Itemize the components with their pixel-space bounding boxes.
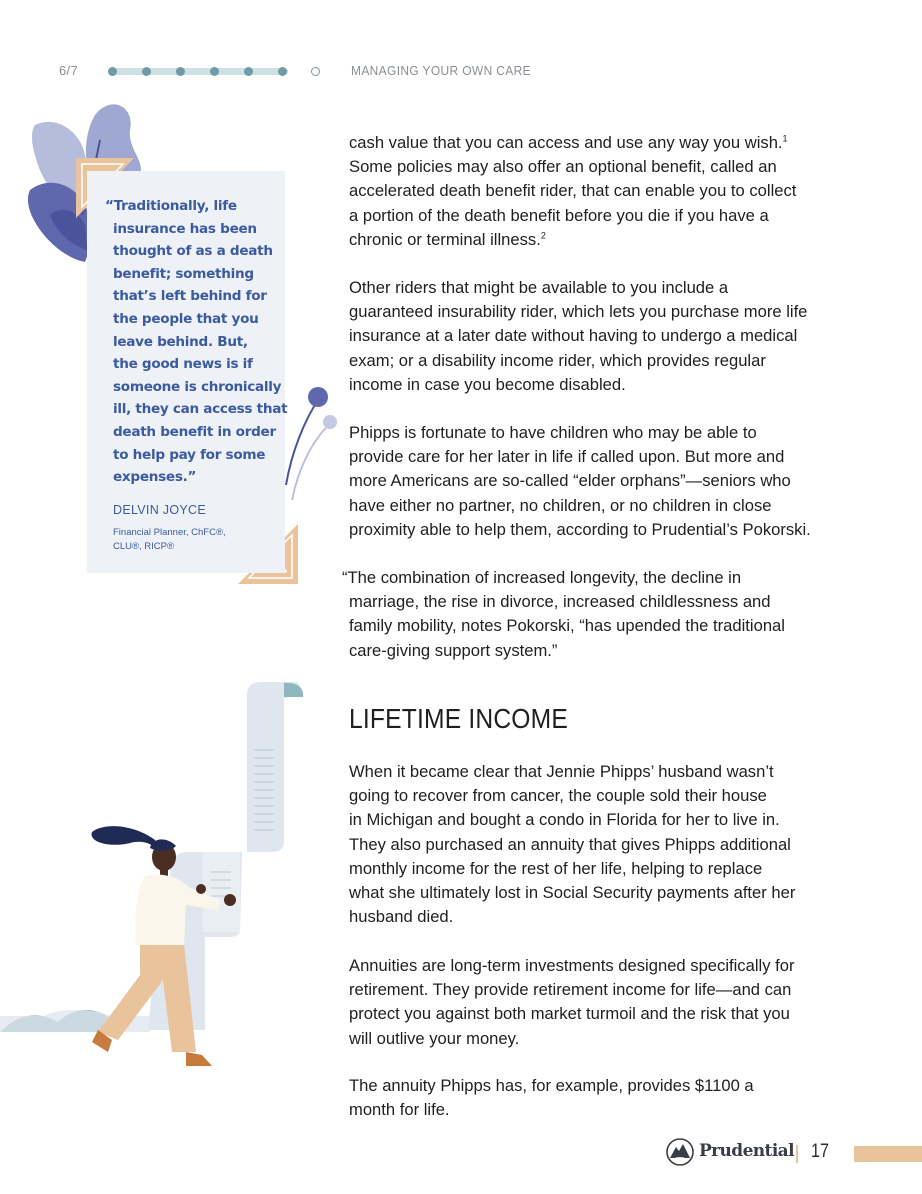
body-line: family mobility, notes Pokorski, “has upended the traditional <box>349 616 785 636</box>
body-line: exam; or a disability income rider, which provides regular <box>349 350 766 370</box>
body-line: month for life. <box>349 1100 450 1120</box>
pull-quote-line: insurance has been <box>113 220 257 237</box>
body-line: Phipps is fortunate to have children who may be able to <box>349 423 757 442</box>
body-paragraph <box>349 131 829 252</box>
body-line: will outlive your money. <box>349 1028 520 1048</box>
body-line: chronic or terminal illness.$^2$ <box>349 229 546 249</box>
body-line: protect you against both market turmoil and the risk that you <box>349 1004 790 1024</box>
footer-accent-bar <box>854 1146 922 1162</box>
body-line: “The combination of increased longevity, the decline in <box>342 568 742 587</box>
body-line: have either no partner, no children, or no children in close <box>349 495 772 515</box>
body-line: Annuities are long-term investments designed specifically for <box>349 956 795 975</box>
body-line: care-giving support system.” <box>349 640 558 660</box>
body-line: monthly income for the rest of her life, helping to replace <box>349 858 763 878</box>
body-line: insurance at a later date without having to undergo a medical <box>349 326 798 346</box>
body-paragraph <box>349 760 829 929</box>
body-line: marriage, the rise in divorce, increased childlessness and <box>349 592 771 612</box>
pull-quote-line: thought of as a death <box>113 243 273 260</box>
body-paragraph <box>349 276 829 397</box>
footnote-ref: 2 <box>540 230 546 241</box>
pull-quote-line: “Traditionally, life <box>105 198 237 214</box>
body-line: what she ultimately lost in Social Security payments after her <box>349 883 796 903</box>
pull-quote-line: ill, they can access that <box>113 401 288 418</box>
section-title: MANAGING YOUR OWN CARE <box>351 63 531 78</box>
footer-divider <box>796 1145 798 1163</box>
body-line: provide care for her later in life if called upon. But more and <box>349 447 785 467</box>
body-line: They also purchased an annuity that gives Phipps additional <box>349 834 791 854</box>
pull-quote-line: that’s left behind for <box>113 288 267 305</box>
body-line: going to recover from cancer, the couple sold their house <box>349 786 767 806</box>
body-paragraph <box>349 421 829 542</box>
body-line: Some policies may also offer an optional benefit, called an <box>349 157 777 177</box>
stem-illustration <box>286 387 337 500</box>
section-heading: LIFETIME INCOME <box>349 703 568 734</box>
body-line: in Michigan and bought a condo in Florida for her to live in. <box>349 810 780 830</box>
pull-quote-line: someone is chronically <box>113 378 282 395</box>
pull-quote-line: the people that you <box>113 310 259 327</box>
body-line: The annuity Phipps has, for example, provides $1100 a <box>349 1076 754 1095</box>
pull-quote-line: death benefit in order <box>113 423 276 440</box>
prudential-rock-icon <box>666 1138 694 1166</box>
quote-author: DELVIN JOYCE <box>113 503 206 517</box>
quote-role-line: Financial Planner, ChFC®, <box>113 527 226 538</box>
body-line: a portion of the death benefit before you die if you have a <box>349 205 769 225</box>
page-indicator: 6/7 <box>59 63 78 78</box>
body-line: Other riders that might be available to you include a <box>349 278 729 297</box>
body-line: guaranteed insurability rider, which lets you purchase more life <box>349 302 808 322</box>
body-line: When it became clear that Jennie Phipps’ husband wasn’t <box>349 762 774 781</box>
body-paragraph <box>349 954 829 1051</box>
pull-quote-line: benefit; something <box>113 265 254 282</box>
quote-role-line: CLU®, RICP® <box>113 541 174 552</box>
body-paragraph <box>342 566 822 663</box>
body-line: cash value that you can access and use any way you wish.$^1$ <box>349 133 788 152</box>
brand-logo-text: Prudential <box>699 1141 794 1161</box>
body-line: more Americans are so-called “elder orphans”—seniors who <box>349 471 791 491</box>
page-number: 17 <box>811 1141 829 1162</box>
body-line: husband died. <box>349 907 454 927</box>
pull-quote-line: leave behind. But, <box>113 333 248 350</box>
body-line: proximity able to help them, according to Prudential’s Pokorski. <box>349 519 811 539</box>
quote-author-title <box>113 526 273 554</box>
footnote-ref: 1 <box>782 133 788 144</box>
body-line: income in case you become disabled. <box>349 374 626 394</box>
pull-quote-line: the good news is if <box>113 356 253 373</box>
pull-quote-line: expenses.” <box>113 469 197 486</box>
pull-quote-text <box>105 195 288 489</box>
body-line: retirement. They provide retirement income for life—and can <box>349 980 792 1000</box>
pull-quote-line: to help pay for some <box>113 446 266 463</box>
body-paragraph <box>349 1074 829 1122</box>
body-line: accelerated death benefit rider, that can enable you to collect <box>349 181 797 201</box>
